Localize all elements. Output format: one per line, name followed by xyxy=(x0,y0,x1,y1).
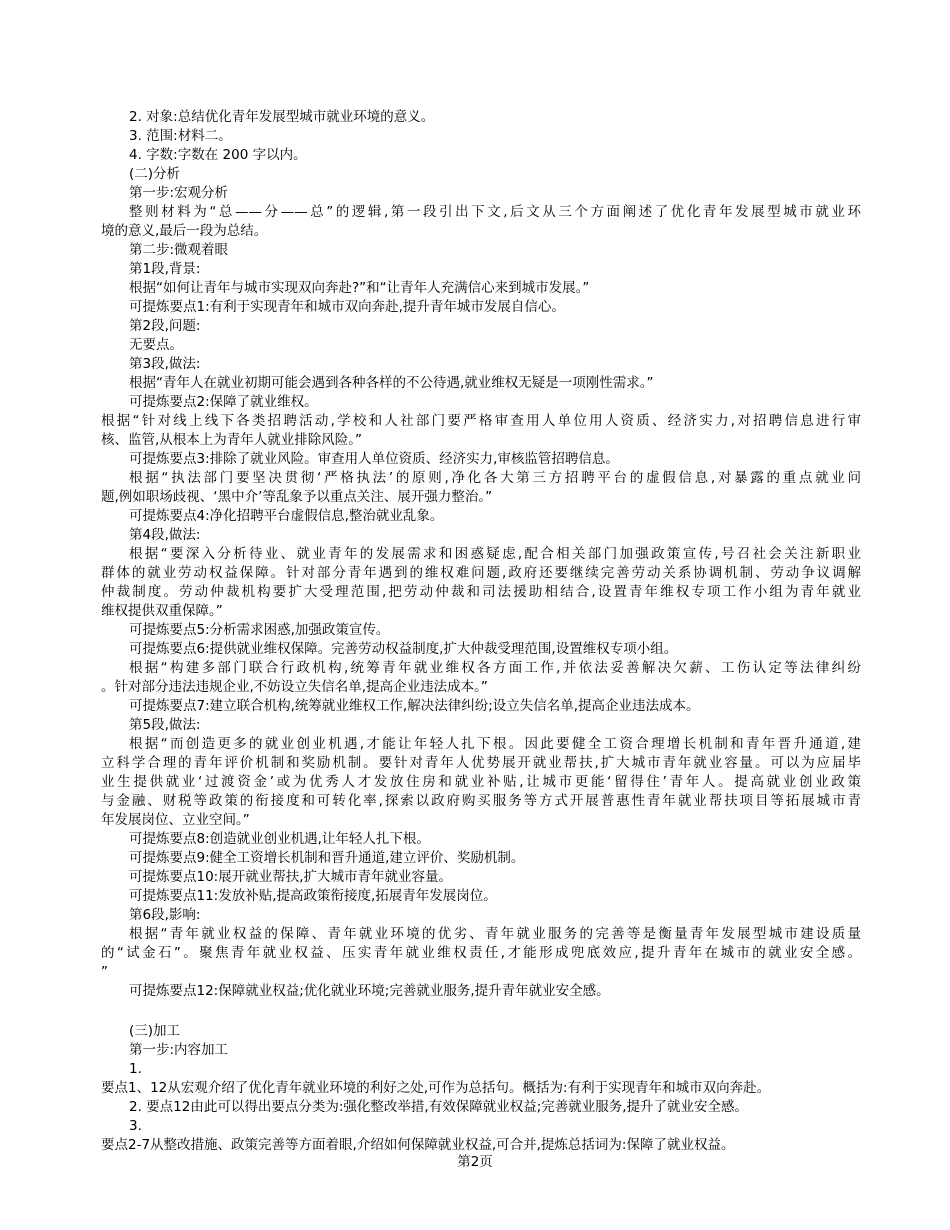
paragraph-label: 第4段,做法: xyxy=(129,527,201,543)
text-line: 。针对部分违法违规企业,不妨设立失信名单,提高企业违法成本。” xyxy=(101,679,488,695)
section-heading: (三)加工 xyxy=(129,1023,181,1039)
paragraph-label: 第2段,问题: xyxy=(129,318,201,334)
text-line: 要点2-7从整改措施、政策完善等方面着眼,介绍如何保障就业权益,可合并,提炼总括词为:保障了就业权益。 xyxy=(101,1137,735,1153)
text-line: 根据“青年人在就业初期可能会遇到各种各样的不公待遇,就业维权无疑是一项刚性需求。” xyxy=(129,375,654,391)
text-line: 根据“构建多部门联合行政机构,统筹青年就业维权各方面工作,并依法妥善解决欠薪、工伤认定等法律纠纷 xyxy=(129,660,861,676)
text-line: 要点1、12从宏观介绍了优化青年就业环境的利好之处,可作为总括句。概括为:有利于实现青年和城市双向奔赴。 xyxy=(101,1080,771,1096)
section-heading: (二)分析 xyxy=(129,166,181,182)
text-line: 无要点。 xyxy=(129,337,183,353)
text-line: 业生提供就业‘过渡资金’或为优秀人才发放住房和就业补贴,让城市更能‘留得住’青年人。提高就业创业政策 xyxy=(101,774,861,790)
text-line: 2. 对象:总结优化青年发展型城市就业环境的意义。 xyxy=(129,109,435,125)
step-heading: 第一步:宏观分析 xyxy=(129,185,229,201)
text-line: 群体的就业劳动权益保障。针对部分青年遇到的维权难问题,政府还要继续完善劳动关系协调机制、劳动争议调解 xyxy=(101,565,861,581)
text-line: 与金融、财税等政策的衔接度和可转化率,探索以政府购买服务等方式开展普惠性青年就业帮扶项目等拓展城市青 xyxy=(101,793,861,809)
paragraph-label: 第3段,做法: xyxy=(129,356,201,372)
text-line: 3. 范围:材料二。 xyxy=(129,128,232,144)
paragraph-label: 第1段,背景: xyxy=(129,261,201,277)
text-line: 境的意义,最后一段为总结。 xyxy=(101,223,268,239)
text-line: ” xyxy=(101,964,108,980)
key-point: 可提炼要点5:分析需求困惑,加强政策宣传。 xyxy=(129,622,390,638)
key-point: 可提炼要点4:净化招聘平台虚假信息,整治就业乱象。 xyxy=(129,508,444,524)
text-line: 题,例如职场歧视、‘黑中介’等乱象予以重点关注、展开强力整治。” xyxy=(101,489,493,505)
text-line: 维权提供双重保障。” xyxy=(101,603,223,619)
text-line: 的“试金石”。聚焦青年就业权益、压实青年就业维权责任,才能形成兜底效应,提升青年在城市的就业安全感。 xyxy=(101,945,861,961)
text-line: 2. 要点12由此可以得出要点分类为:强化整改举措,有效保障就业权益;完善就业服务,提升了就业安全感。 xyxy=(129,1099,749,1115)
text-line: 根据“而创造更多的就业创业机遇,才能让年轻人扎下根。因此要健全工资合理增长机制和青年晋升通道,建 xyxy=(129,736,861,752)
text-line: 整则材料为“总——分——总”的逻辑,第一段引出下文,后文从三个方面阐述了优化青年发展型城市就业环 xyxy=(129,204,861,220)
text-line: 根据“要深入分析待业、就业青年的发展需求和困惑疑虑,配合相关部门加强政策宣传,号召社会关注新职业 xyxy=(129,546,861,562)
key-point: 可提炼要点6:提供就业维权保障。完善劳动权益制度,扩大仲裁受理范围,设置维权专项小组。 xyxy=(129,641,678,657)
text-line: 根据“青年就业权益的保障、青年就业环境的优劣、青年就业服务的完善等是衡量青年发展型城市建设质量 xyxy=(129,926,861,942)
key-point: 可提炼要点8:创造就业创业机遇,让年轻人扎下根。 xyxy=(129,831,430,847)
step-heading: 第二步:微观着眼 xyxy=(129,242,229,258)
key-point: 可提炼要点10:展开就业帮扶,扩大城市青年就业容量。 xyxy=(129,869,453,885)
key-point: 可提炼要点9:健全工资增长机制和晋升通道,建立评价、奖励机制。 xyxy=(129,850,525,866)
list-number: 1. xyxy=(129,1061,142,1077)
step-heading: 第一步:内容加工 xyxy=(129,1042,229,1058)
text-line: 4. 字数:字数在 200 字以内。 xyxy=(129,147,307,163)
key-point: 可提炼要点11:发放补贴,提高政策衔接度,拓展青年发展岗位。 xyxy=(129,888,497,904)
paragraph-label: 第6段,影响: xyxy=(129,907,201,923)
key-point: 可提炼要点7:建立联合机构,统筹就业维权工作,解决法律纠纷;设立失信名单,提高企业违法成本。 xyxy=(129,698,700,714)
text-line: 根据“执法部门要坚决贯彻‘严格执法’的原则,净化各大第三方招聘平台的虚假信息,对暴露的重点就业问 xyxy=(129,470,861,486)
text-line: 核、监管,从根本上为青年人就业排除风险。” xyxy=(101,432,363,448)
key-point: 可提炼要点2:保障了就业维权。 xyxy=(129,394,318,410)
text-line: 仲裁制度。劳动仲裁机构要扩大受理范围,把劳动仲裁和司法援助相结合,设置青年维权专项工作小组为青年就业 xyxy=(101,584,861,600)
text-line: 根据“针对线上线下各类招聘活动,学校和人社部门要严格审查用人单位用人资质、经济实力,对招聘信息进行审 xyxy=(101,413,861,429)
text-line: 根据“如何让青年与城市实现双向奔赴?”和“让青年人充满信心来到城市发展。” xyxy=(129,280,590,296)
key-point: 可提炼要点1:有利于实现青年和城市双向奔赴,提升青年城市发展自信心。 xyxy=(129,299,565,315)
list-number: 3. xyxy=(129,1118,142,1134)
text-line: 年发展岗位、立业空间。” xyxy=(101,812,250,828)
key-point: 可提炼要点3:排除了就业风险。审查用人单位资质、经济实力,审核监管招聘信息。 xyxy=(129,451,619,467)
key-point: 可提炼要点12:保障就业权益;优化就业环境;完善就业服务,提升青年就业安全感。 xyxy=(129,983,610,999)
paragraph-label: 第5段,做法: xyxy=(129,717,201,733)
page-number: 第2页 xyxy=(457,1154,493,1170)
text-line: 立科学合理的青年评价机制和奖励机制。要针对青年人优势展开就业帮扶,扩大城市青年就业容量。可以为应届毕 xyxy=(101,755,861,771)
